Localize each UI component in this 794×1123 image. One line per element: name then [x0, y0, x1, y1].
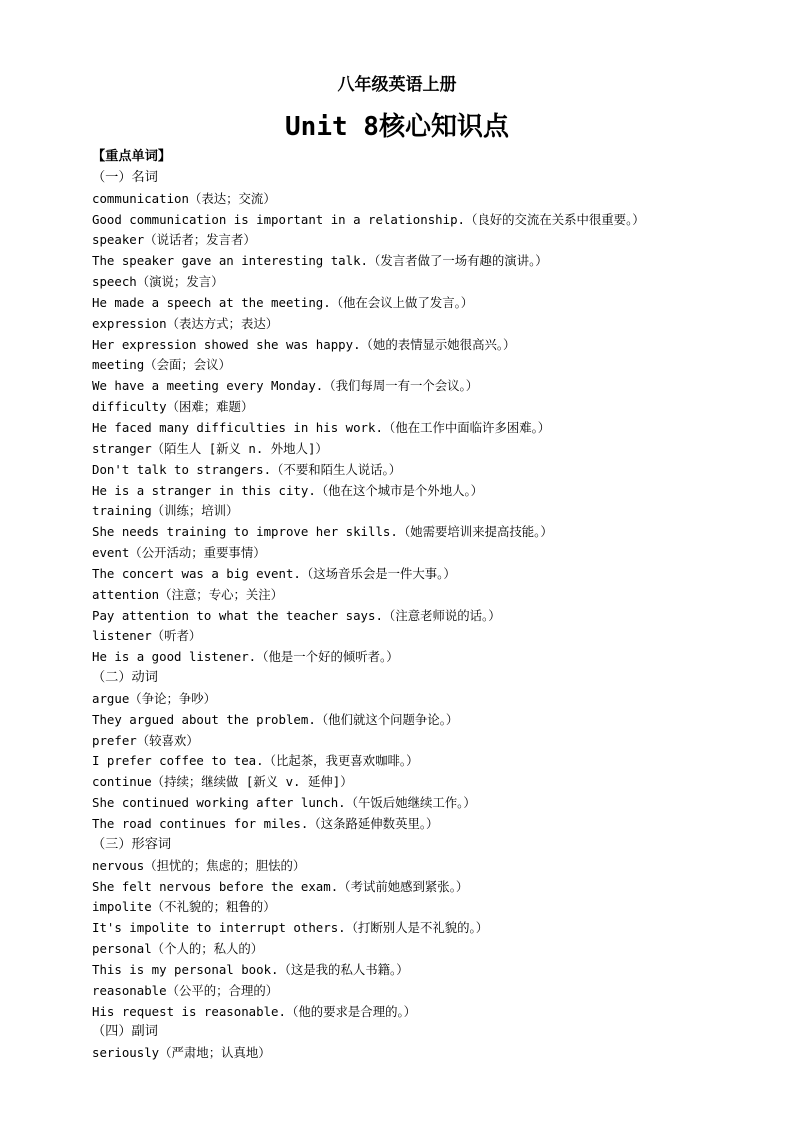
example-sentence: We have a meeting every Monday.（我们每周一有一个会议。）	[92, 378, 479, 394]
example-sentence: They argued about the problem.（他们就这个问题争论。）	[92, 711, 459, 727]
example-sentence: Don't talk to strangers.（不要和陌生人说话。）	[92, 461, 402, 477]
vocabulary-entry: communication（表达；交流）	[92, 190, 276, 206]
example-sentence: The road continues for miles.（这条路延伸数英里。）	[92, 816, 439, 831]
vocabulary-entry: impolite（不礼貌的；粗鲁的）	[92, 899, 276, 915]
category-heading: （三）形容词	[92, 836, 172, 852]
vocabulary-entry: prefer（较喜欢）	[92, 732, 199, 748]
example-sentence: He made a speech at the meeting.（他在会议上做了发言。）	[92, 294, 474, 310]
vocabulary-entry: meeting（会面；会议）	[92, 357, 231, 373]
vocabulary-entry: reasonable（公平的；合理的）	[92, 982, 279, 998]
example-sentence: She felt nervous before the exam.（考试前她感到紧张。）	[92, 878, 469, 894]
category-heading: （一）名词	[92, 169, 158, 185]
example-sentence: His request is reasonable.（他的要求是合理的。）	[92, 1003, 417, 1019]
vocabulary-entry: personal（个人的；私人的）	[92, 941, 264, 957]
document-subtitle: 八年级英语上册	[337, 75, 457, 95]
vocabulary-list	[92, 147, 782, 1064]
example-sentence: Good communication is important in a relationship.（良好的交流在关系中很重要。）	[92, 211, 645, 227]
category-heading: （二）动词	[92, 670, 158, 686]
example-sentence: It's impolite to interrupt others.（打断别人是不礼貌的。）	[92, 920, 489, 936]
vocabulary-entry: speech（演说；发言）	[92, 274, 224, 290]
vocabulary-entry: training（训练；培训）	[92, 503, 239, 519]
vocabulary-entry: listener（听者）	[92, 628, 202, 644]
example-sentence: Pay attention to what the teacher says.（注意老师说的话。）	[92, 607, 501, 623]
document-title: Unit 8核心知识点	[285, 112, 509, 142]
example-sentence: I prefer coffee to tea.（比起茶，我更喜欢咖啡。）	[92, 753, 419, 769]
example-sentence: He faced many difficulties in his work.（他在工作中面临许多困难。）	[92, 419, 551, 435]
example-sentence: She continued working after lunch.（午饭后她继续工作。）	[92, 795, 476, 811]
example-sentence: She needs training to improve her skills.（她需要培训来提高技能。）	[92, 524, 553, 540]
example-sentence: The concert was a big event.（这场音乐会是一件大事。）	[92, 565, 456, 581]
vocabulary-entry: continue（持续；继续做 [新义 v. 延伸]）	[92, 774, 353, 790]
vocabulary-entry: difficulty（困难；难题）	[92, 399, 254, 415]
vocabulary-entry: expression（表达方式；表达）	[92, 315, 279, 331]
vocabulary-entry: stranger（陌生人 [新义 n. 外地人]）	[92, 440, 328, 456]
example-sentence: He is a good listener.（他是一个好的倾听者。）	[92, 649, 399, 665]
example-sentence: This is my personal book.（这是我的私人书籍。）	[92, 961, 409, 977]
category-heading: （四）副词	[92, 1024, 158, 1040]
vocabulary-entry: event（公开活动；重要事情）	[92, 545, 266, 561]
section-heading: 【重点单词】	[92, 149, 172, 164]
example-sentence: The speaker gave an interesting talk.（发言者做了一场有趣的演讲。）	[92, 253, 548, 269]
vocabulary-entry: seriously（严肃地；认真地）	[92, 1045, 271, 1061]
vocabulary-entry: attention（注意；专心；关注）	[92, 586, 284, 602]
vocabulary-entry: nervous（担忧的；焦虑的；胆怯的）	[92, 857, 306, 873]
vocabulary-entry: speaker（说话者；发言者）	[92, 232, 256, 248]
example-sentence: Her expression showed she was happy.（她的表情显示她很高兴。）	[92, 336, 516, 352]
vocabulary-entry: argue（争论；争吵）	[92, 690, 217, 706]
example-sentence: He is a stranger in this city.（他在这个城市是个外地人。）	[92, 482, 484, 498]
